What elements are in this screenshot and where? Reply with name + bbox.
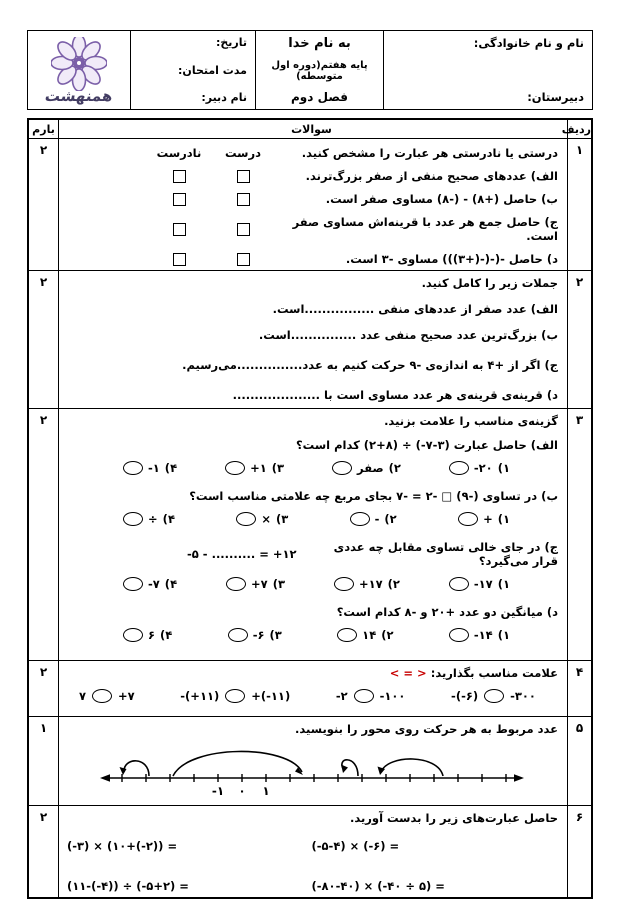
option: ۳) +۱ <box>225 461 284 475</box>
q1-b-false-checkbox[interactable] <box>173 193 186 206</box>
bismillah-title: به نام خدا <box>288 36 351 51</box>
option: ۱) -۲۰ <box>449 461 510 475</box>
q1-item-row <box>65 169 558 183</box>
option: ۱) -۱۷ <box>449 577 510 591</box>
q3-d-option1-circle[interactable] <box>449 628 469 642</box>
q3-b-option3-circle[interactable] <box>236 512 256 526</box>
q3-a-option4-circle[interactable] <box>123 461 143 475</box>
q3-d-option2-circle[interactable] <box>337 628 357 642</box>
q1-a-true-checkbox[interactable] <box>237 170 250 183</box>
q4-item4-circle[interactable] <box>484 689 504 703</box>
q3-part-a-stem: الف) حاصل عبارت ⁦(۲+۸) ÷ (-۷-۳)⁩ کدام است؟ <box>295 438 558 452</box>
teacher-name-label: نام دبیر: <box>201 91 247 104</box>
q3-d-option4-circle[interactable] <box>123 628 143 642</box>
q4-items-row <box>65 689 558 703</box>
header-meta-cell <box>131 31 256 109</box>
q3-part-a-options <box>65 461 558 475</box>
exam-page <box>27 30 593 899</box>
q3-score: ۲ <box>29 409 59 660</box>
q3-stem: گزینه‌ی مناسب را علامت بزنید. <box>384 414 558 428</box>
question-row-1 <box>29 138 591 270</box>
q1-body <box>59 139 567 270</box>
q1-item-row <box>65 215 558 243</box>
comparison-item: -۲ -۱۰۰ <box>335 689 406 703</box>
q3-b-option4-circle[interactable] <box>123 512 143 526</box>
option: ۱) -۱۴ <box>449 628 510 642</box>
question-row-3 <box>29 408 591 660</box>
axis-label-one: ۱ <box>261 784 270 798</box>
axis-label-zero: ۰ <box>237 784 246 798</box>
q3-part-d-options <box>65 628 558 642</box>
q4-body <box>59 661 567 716</box>
option: ۲) صفر <box>332 461 401 475</box>
q2-stem: جملات زیر را کامل کنید. <box>421 276 558 290</box>
q4-score: ۲ <box>29 661 59 716</box>
q3-a-option1-circle[interactable] <box>449 461 469 475</box>
q1-item-d: د) حاصل -(-(-(+۳))) مساوی -۳ است. <box>345 252 558 266</box>
q3-part-c-stem-row <box>65 540 558 568</box>
q1-true-column-header: درست <box>225 146 262 160</box>
option: ۲) +۱۷ <box>334 577 400 591</box>
q1-d-false-checkbox[interactable] <box>173 253 186 266</box>
q1-a-false-checkbox[interactable] <box>173 170 186 183</box>
header-table <box>27 30 593 110</box>
q3-part-b-stem: ب) در تساوی (-۹) □ -۲ = -۷ بجای مربع چه علامتی مناسب است؟ <box>189 489 558 503</box>
q1-item-a: الف) عددهای صحیح منفی از صفر بزرگ‌ترند. <box>305 169 558 183</box>
q3-a-option2-circle[interactable] <box>332 461 352 475</box>
q4-item2-circle[interactable] <box>225 689 245 703</box>
q1-score: ۲ <box>29 139 59 270</box>
q6-expressions-grid <box>65 839 558 893</box>
q2-body <box>59 271 567 408</box>
q2-score: ۲ <box>29 271 59 408</box>
option: ۲) - <box>350 512 397 526</box>
q3-part-c-stem: ج) در جای خالی تساوی مقابل چه عددی قرار می‌گیرد؟ <box>333 540 558 568</box>
q1-c-true-checkbox[interactable] <box>237 223 250 236</box>
q5-score: ۱ <box>29 717 59 805</box>
q3-c-option4-circle[interactable] <box>123 577 143 591</box>
q5-body <box>59 717 567 805</box>
q3-b-option2-circle[interactable] <box>350 512 370 526</box>
header-title-cell <box>256 31 384 109</box>
option: ۱) + <box>458 512 510 526</box>
question-row-2 <box>29 270 591 408</box>
q4-stem: علامت مناسب بگذارید: <box>430 666 558 680</box>
col-header-score: بارم <box>29 120 59 138</box>
q2-item-d: د) قرینه‌ی قرینه‌ی هر عدد مساوی است با .................... <box>232 388 558 402</box>
publisher-signature: همنهشت <box>43 86 115 105</box>
chapter-title: فصل دوم <box>291 90 348 104</box>
arc-arrowheads <box>119 765 385 776</box>
q3-c-option3-circle[interactable] <box>226 577 246 591</box>
grade-subtitle: پایه هفتم(دوره اول متوسطه) <box>271 59 368 82</box>
q4-number: ۴ <box>567 661 591 716</box>
table-header-row <box>29 120 591 138</box>
q1-item-b: ب) حاصل (+۸) - (-۸) مساوی صفر است. <box>325 192 558 206</box>
expression: (۱۱-(-۴)) ÷ (-۵+۲) = <box>67 879 189 893</box>
q2-item-b: ب) بزرگ‌ترین عدد صحیح منفی عدد ...............است. <box>258 328 558 342</box>
q1-item-row <box>65 252 558 266</box>
q1-stem: درستی یا نادرستی هر عبارت را مشخص کنید. <box>301 146 558 160</box>
option: ۳) × <box>236 512 288 526</box>
option: ۴) -۱ <box>123 461 177 475</box>
option: ۴) ÷ <box>123 512 175 526</box>
date-label: تاریخ: <box>215 36 247 49</box>
q3-part-c-options <box>65 577 558 591</box>
header-logo-cell <box>28 31 131 109</box>
number-line-axis <box>92 738 532 798</box>
q1-item-c: ج) حاصل جمع هر عدد با قرینه‌اش مساوی صفر است. <box>292 215 558 243</box>
q3-c-option2-circle[interactable] <box>334 577 354 591</box>
question-row-6 <box>29 805 591 897</box>
exam-duration-label: مدت امتحان: <box>178 63 247 77</box>
col-header-row-number: ردیف <box>567 120 591 138</box>
q3-part-d-stem: د) میانگین دو عدد +۲۰ و -۸ کدام است؟ <box>336 605 558 619</box>
expression: (-۳) × (۱۰+(-۲)) = <box>67 839 178 853</box>
q3-b-option1-circle[interactable] <box>458 512 478 526</box>
movement-arcs <box>123 751 442 776</box>
q3-d-option3-circle[interactable] <box>228 628 248 642</box>
col-header-questions: سوالات <box>291 123 332 136</box>
student-name-label: نام و نام خانوادگی: <box>473 36 584 50</box>
option: ۳) +۷ <box>226 577 285 591</box>
questions-table <box>27 118 593 899</box>
q1-false-column-header: نادرست <box>156 146 202 160</box>
option: ۴) ۶ <box>123 628 172 642</box>
q1-b-true-checkbox[interactable] <box>237 193 250 206</box>
q6-number: ۶ <box>567 806 591 897</box>
q4-item3-circle[interactable] <box>354 689 374 703</box>
option: ۲) ۱۴ <box>337 628 393 642</box>
q6-score: ۲ <box>29 806 59 897</box>
header-student-cell <box>384 31 592 109</box>
expression: (-۸۰-۴۰) × (-۴۰ ÷ ۵) = <box>311 879 445 893</box>
q3-number: ۳ <box>567 409 591 660</box>
q2-item-a: الف) عدد صفر از عددهای منفی ................است. <box>272 302 558 316</box>
expression: (-۵-۴) × (-۶) = <box>311 839 400 853</box>
q1-c-false-checkbox[interactable] <box>173 223 186 236</box>
q3-part-b-options <box>65 512 558 526</box>
q1-d-true-checkbox[interactable] <box>237 253 250 266</box>
q3-a-option3-circle[interactable] <box>225 461 245 475</box>
q4-stem-row <box>65 666 558 680</box>
option: ۳) -۶ <box>228 628 282 642</box>
axis-label-minus-one: -۱ <box>211 784 224 798</box>
comparison-item: -(+۱۱) +(-۱۱) <box>180 689 291 703</box>
q5-stem: عدد مربوط به هر حرکت روی محور را بنویسید. <box>295 722 558 736</box>
question-row-5 <box>29 716 591 805</box>
school-label: دبیرستان: <box>527 90 584 104</box>
q1-item-row <box>65 192 558 206</box>
q3-body <box>59 409 567 660</box>
comparison-item: -(-۶) -۳۰۰ <box>451 689 536 703</box>
q1-number: ۱ <box>567 139 591 270</box>
q1-stem-row <box>65 146 558 160</box>
q6-stem: حاصل عبارت‌های زیر را بدست آورید. <box>349 811 558 825</box>
q2-item-c: ج) اگر از +۴ به اندازه‌ی -۹ حرکت کنیم به عدد...............می‌رسیم. <box>182 358 558 372</box>
q2-number: ۲ <box>567 271 591 408</box>
question-row-4 <box>29 660 591 716</box>
q5-numberline <box>65 738 558 801</box>
option: ۴) -۷ <box>123 577 177 591</box>
q4-item1-circle[interactable] <box>92 689 112 703</box>
q4-signs-hint: < = > <box>389 666 427 680</box>
q3-part-c-equation: -۵ - .......... = +۱۲ <box>187 547 297 561</box>
q5-number: ۵ <box>567 717 591 805</box>
publisher-flower-logo-icon <box>51 37 107 91</box>
q3-c-option1-circle[interactable] <box>449 577 469 591</box>
comparison-item: ۷ +۷ <box>79 689 135 703</box>
q6-body <box>59 806 567 897</box>
